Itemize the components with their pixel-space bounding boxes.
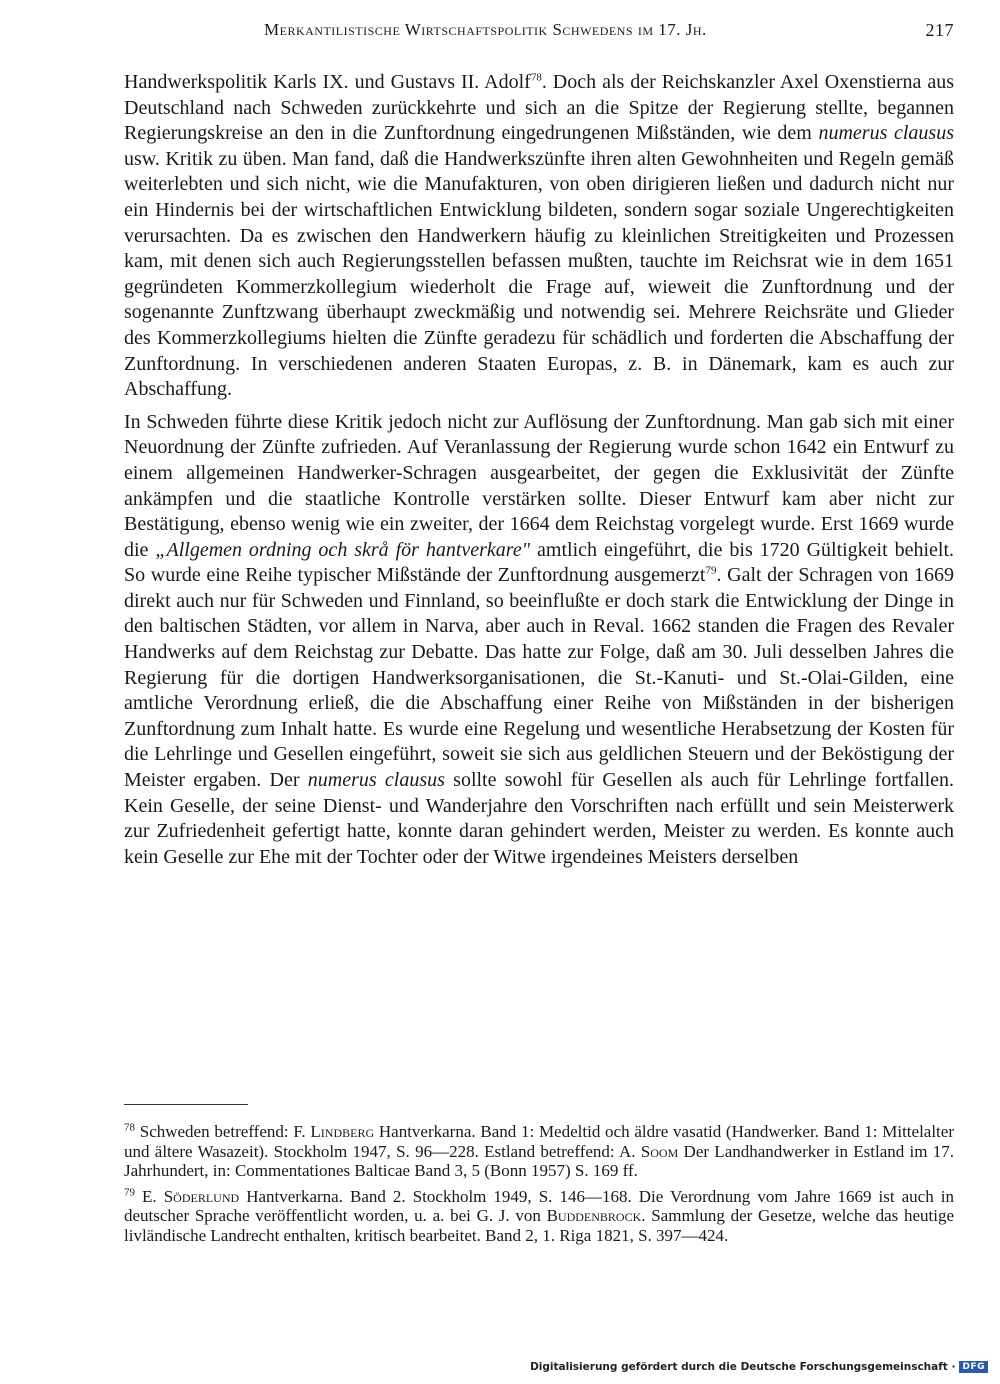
fn78-text-c: Der Landhandwerker in Estland im 17. Jahrhundert, in: Commentationes Balticae Band 3, 5 (Bonn 1957) S. 169 ff.	[124, 1141, 955, 1181]
p2-text-c: . Galt der Schragen von 1669 direkt auch nur für Schweden und Finnland, so beeinflußte er doch stark die Entwicklung der Dinge in den baltischen Städten, vor allem in Narva, aber auch in Reval. 1662 standen die Fragen des Revaler Handwerks auf dem Reichstag zur Debatte. Das hatte zur Folge, daß am 30. Juli desselben Jahres die Regierung für die dortigen Handwerksorganisationen, die St.-Kanuti- und St.-Olai-Gilden, eine amtliche Verordnung erließ, die die Abschaffung einer Reihe von Mißständen in der bisherigen Zunftordnung zum Inhalt hatte. Es wurde eine Regelung und wesentliche Herabsetzung der Kosten für die Lehrlinge und Gesellen eingeführt, soweit sie sich aus geldlichen Steuern und der Beköstigung der Meister ergaben. Der	[124, 564, 954, 792]
fn78-author-1: Lindberg	[310, 1122, 375, 1141]
footnote-separator	[124, 1104, 248, 1105]
footnote-78-number: 78	[124, 1121, 135, 1134]
main-text	[124, 70, 954, 877]
footnote-79	[124, 1187, 954, 1246]
footnote-79-number: 79	[124, 1186, 135, 1199]
footnote-78	[124, 1122, 954, 1181]
funding-notice	[530, 1358, 988, 1376]
p2-text-d: sollte sowohl für Gesellen als auch für Lehrlinge fortfallen. Kein Geselle, der seine Dienst- und Wanderjahre den Vorschriften nach erfüllt und sein Meisterwerk zur Zufriedenheit gefertigt hatte, konnte daran gehindert werden, Meister zu werden. Es konnte auch kein Geselle zur Ehe mit der Tochter oder der Witwe irgendeines Meisters derselben	[124, 769, 954, 868]
p2-italic-title: „Allgemen ordning och skrå för hantverkare"	[155, 538, 531, 561]
fn78-text-b: Hantverkarna. Band 1: Medeltid och äldre vasatid (Handwerker. Band 1: Mittelalter und ältere Wasazeit). Stockholm 1947, S. 96—228. Estland betreffend: A.	[124, 1122, 954, 1161]
p1-italic: numerus clausus	[818, 122, 955, 145]
page-header	[124, 18, 954, 46]
fn79-text-a: E.	[135, 1186, 164, 1206]
funding-text: Digitalisierung gefördert durch die Deutsche Forschungsgemeinschaft ·	[530, 1361, 956, 1373]
p1-text-b: . Doch als der Reichskanzler Axel Oxenstierna aus Deutschland nach Schweden zurückkehrte und sich an die Spitze der Regierung stellte, begannen Regierungskreise an den in die Zunftordnung eingedrungenen Mißständen, wie dem	[124, 71, 955, 145]
footnote-ref-79[interactable]: 79	[705, 564, 717, 577]
fn79-text-c: . Sammlung der Gesetze, welche das heutige livländische Landrecht enthalten, kritisch bearbeitet. Band 2, 1. Riga 1821, S. 397—424.	[124, 1206, 954, 1245]
fn78-author-2: Soom	[640, 1141, 679, 1161]
fn79-author-1: Söderlund	[163, 1186, 240, 1206]
p1-text-a: Handwerkspolitik Karls IX. und Gustavs II. Adolf	[124, 71, 531, 93]
fn79-text-b: Hantverkarna. Band 2. Stockholm 1949, S. 146—168. Die Verordnung vom Jahre 1669 ist auch in deutscher Sprache veröffentlicht worden, u. a. bei G. J. von	[124, 1186, 954, 1226]
p2-text-a: In Schweden führte diese Kritik jedoch nicht zur Auflösung der Zunftordnung. Man gab sich mit einer Neuordnung der Zünfte zufrieden. Auf Veranlassung der Regierung wurde schon 1642 ein Entwurf zu einem allgemeinen Handwerker-Schragen ausgearbeitet, der gegen die Exklusivität der Zünfte ankämpfen und die staatliche Kontrolle verstärken sollte. Dieser Entwurf kam aber nicht zur Bestätigung, ebenso wenig wie ein zweiter, der 1664 dem Reichstag vorgelegt wurde. Erst 1669 wurde die	[124, 410, 954, 561]
page-number: 217	[925, 20, 954, 40]
footnote-ref-78[interactable]: 78	[530, 71, 542, 84]
footnotes	[124, 1122, 954, 1252]
p2-italic-2: numerus clausus	[307, 769, 445, 792]
dfg-logo-icon: DFG	[959, 1361, 988, 1373]
paragraph-1	[124, 70, 954, 403]
fn79-author-2: Buddenbrock	[546, 1206, 642, 1226]
paragraph-2	[124, 410, 954, 871]
p2-text-b: amtlich eingeführt, die bis 1720 Gültigkeit behielt. So wurde eine Reihe typischer Mißstände der Zunftordnung ausgemerzt	[124, 538, 955, 587]
p1-text-c: usw. Kritik zu üben. Man fand, daß die Handwerkszünfte ihren alten Gewohnheiten und Regeln gemäß weiterlebten und sich nicht, wie die Manufakturen, von oben dirigieren ließen und dadurch nicht nur ein Hindernis bei der wirtschaftlichen Entwicklung bildeten, sondern sogar soziale Ungerechtigkeiten verursachten. Da es zwischen den Handwerkern häufig zu kleinlichen Streitigkeiten und Prozessen kam, mit denen sich auch Regierungsstellen befassen mußten, tauchte im Reichsrat wie in dem 1651 gegründeten Kommerzkollegium wiederholt die Frage auf, wieweit die Zunftordnung und der sogenannte Zunftzwang überhaupt zweckmäßig und notwendig sei. Mehrere Reichsräte und Glieder des Kommerzkollegiums hielten die Zünfte geradezu für schädlich und forderten die Abschaffung der Zunftordnung. In verschiedenen anderen Staaten Europas, z. B. in Dänemark, kam es auch zur Abschaffung.	[124, 147, 954, 401]
fn78-text-a: Schweden betreffend: F.	[135, 1122, 311, 1141]
running-title: Merkantilistische Wirtschaftspolitik Schwedens im 17. Jh.	[264, 20, 707, 39]
